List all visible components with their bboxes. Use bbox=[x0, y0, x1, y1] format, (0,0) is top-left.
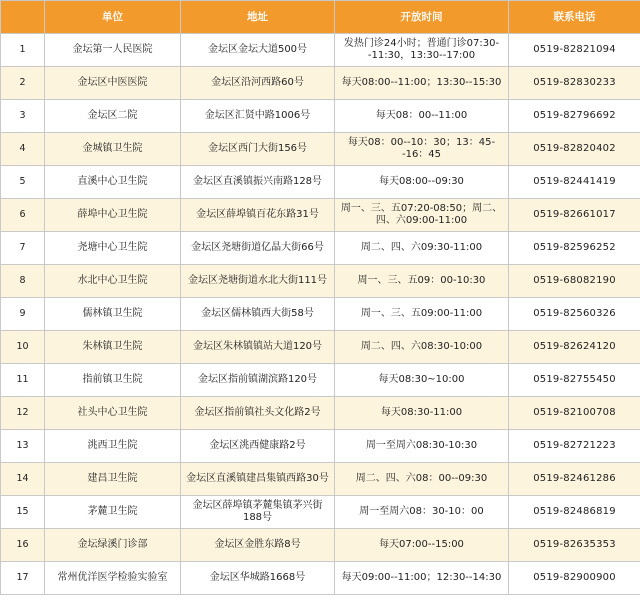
phone-number: 0519-82461286 bbox=[509, 463, 640, 496]
header-phone: 联系电话 bbox=[509, 1, 640, 34]
table-row bbox=[1, 265, 640, 298]
unit-address: 金坛区薛埠镇百花东路31号 bbox=[181, 199, 335, 232]
row-index: 3 bbox=[1, 100, 45, 133]
phone-number: 0519-82661017 bbox=[509, 199, 640, 232]
unit-address: 金坛区华城路1668号 bbox=[181, 562, 335, 595]
phone-number: 0519-82560326 bbox=[509, 298, 640, 331]
open-hours: 每天08:00--11:00；13:30--15:30 bbox=[335, 67, 509, 100]
unit-address: 金坛区金坛大道500号 bbox=[181, 34, 335, 67]
open-hours: 周一至周六08:30-10:30 bbox=[335, 430, 509, 463]
unit-name: 建昌卫生院 bbox=[45, 463, 181, 496]
unit-address: 金坛区尧塘街道水北大街111号 bbox=[181, 265, 335, 298]
row-index: 9 bbox=[1, 298, 45, 331]
row-index: 5 bbox=[1, 166, 45, 199]
row-index: 12 bbox=[1, 397, 45, 430]
phone-number: 0519-82755450 bbox=[509, 364, 640, 397]
header-index bbox=[1, 1, 45, 34]
open-hours: 每天08:30~10:00 bbox=[335, 364, 509, 397]
unit-address: 金坛区沿河西路60号 bbox=[181, 67, 335, 100]
header-address: 地址 bbox=[181, 1, 335, 34]
table-row bbox=[1, 199, 640, 232]
table-row bbox=[1, 364, 640, 397]
open-hours: 周一、三、五09：00-10:30 bbox=[335, 265, 509, 298]
phone-number: 0519-82830233 bbox=[509, 67, 640, 100]
row-index: 11 bbox=[1, 364, 45, 397]
unit-name: 朱林镇卫生院 bbox=[45, 331, 181, 364]
unit-name: 直溪中心卫生院 bbox=[45, 166, 181, 199]
row-index: 14 bbox=[1, 463, 45, 496]
row-index: 6 bbox=[1, 199, 45, 232]
table-body bbox=[1, 34, 640, 595]
table-row bbox=[1, 166, 640, 199]
unit-address: 金坛区金胜东路8号 bbox=[181, 529, 335, 562]
table-row bbox=[1, 34, 640, 67]
table-row bbox=[1, 133, 640, 166]
table-row bbox=[1, 331, 640, 364]
phone-number: 0519-82596252 bbox=[509, 232, 640, 265]
open-hours: 每天08:30-11:00 bbox=[335, 397, 509, 430]
unit-name: 尧塘中心卫生院 bbox=[45, 232, 181, 265]
unit-name: 茅麓卫生院 bbox=[45, 496, 181, 529]
unit-address: 金坛区汇贤中路1006号 bbox=[181, 100, 335, 133]
unit-name: 社头中心卫生院 bbox=[45, 397, 181, 430]
row-index: 7 bbox=[1, 232, 45, 265]
unit-address: 金坛区薛埠镇茅麓集镇茅兴街188号 bbox=[181, 496, 335, 529]
open-hours: 周二、四、六08：00--09:30 bbox=[335, 463, 509, 496]
table-row bbox=[1, 430, 640, 463]
unit-name: 薛埠中心卫生院 bbox=[45, 199, 181, 232]
open-hours: 周一、三、五09:00-11:00 bbox=[335, 298, 509, 331]
open-hours: 每天08:00--09:30 bbox=[335, 166, 509, 199]
phone-number: 0519-82624120 bbox=[509, 331, 640, 364]
unit-address: 金坛区洮西健康路2号 bbox=[181, 430, 335, 463]
table-row bbox=[1, 529, 640, 562]
header-unit: 单位 bbox=[45, 1, 181, 34]
unit-address: 金坛区尧塘街道亿晶大街66号 bbox=[181, 232, 335, 265]
table-row bbox=[1, 67, 640, 100]
phone-number: 0519-82635353 bbox=[509, 529, 640, 562]
table-row bbox=[1, 397, 640, 430]
open-hours: 周一至周六08：30-10：00 bbox=[335, 496, 509, 529]
unit-name: 常州优洋医学检验实验室 bbox=[45, 562, 181, 595]
unit-address: 金坛区儒林镇西大街58号 bbox=[181, 298, 335, 331]
table-row bbox=[1, 496, 640, 529]
row-index: 2 bbox=[1, 67, 45, 100]
row-index: 13 bbox=[1, 430, 45, 463]
open-hours: 每天08：00--11:00 bbox=[335, 100, 509, 133]
unit-name: 指前镇卫生院 bbox=[45, 364, 181, 397]
open-hours: 每天07:00--15:00 bbox=[335, 529, 509, 562]
open-hours: 每天09:00--11:00；12:30--14:30 bbox=[335, 562, 509, 595]
phone-number: 0519-82900900 bbox=[509, 562, 640, 595]
unit-name: 水北中心卫生院 bbox=[45, 265, 181, 298]
open-hours: 周二、四、六08:30-10:00 bbox=[335, 331, 509, 364]
unit-name: 金坛绿溪门诊部 bbox=[45, 529, 181, 562]
row-index: 16 bbox=[1, 529, 45, 562]
open-hours: 发热门诊24小时；普通门诊07:30--11:30，13:30--17:00 bbox=[335, 34, 509, 67]
row-index: 1 bbox=[1, 34, 45, 67]
unit-address: 金坛区直溪镇振兴南路128号 bbox=[181, 166, 335, 199]
unit-name: 儒林镇卫生院 bbox=[45, 298, 181, 331]
table-row bbox=[1, 562, 640, 595]
row-index: 10 bbox=[1, 331, 45, 364]
unit-name: 金坛第一人民医院 bbox=[45, 34, 181, 67]
unit-address: 金坛区指前镇湖滨路120号 bbox=[181, 364, 335, 397]
phone-number: 0519-82486819 bbox=[509, 496, 640, 529]
phone-number: 0519-82100708 bbox=[509, 397, 640, 430]
unit-name: 洮西卫生院 bbox=[45, 430, 181, 463]
phone-number: 0519-82721223 bbox=[509, 430, 640, 463]
phone-number: 0519-82441419 bbox=[509, 166, 640, 199]
open-hours: 周一、三、五07:20-08:50；周二、四、六09:00-11:00 bbox=[335, 199, 509, 232]
phone-number: 0519-82796692 bbox=[509, 100, 640, 133]
unit-address: 金坛区朱林镇镇站大道120号 bbox=[181, 331, 335, 364]
table-header-row bbox=[1, 1, 640, 34]
phone-number: 0519-82821094 bbox=[509, 34, 640, 67]
row-index: 8 bbox=[1, 265, 45, 298]
row-index: 4 bbox=[1, 133, 45, 166]
unit-address: 金坛区西门大街156号 bbox=[181, 133, 335, 166]
unit-name: 金坛区中医医院 bbox=[45, 67, 181, 100]
table-row bbox=[1, 100, 640, 133]
open-hours: 周二、四、六09:30-11:00 bbox=[335, 232, 509, 265]
open-hours: 每天08：00--10：30；13：45--16：45 bbox=[335, 133, 509, 166]
phone-number: 0519-68082190 bbox=[509, 265, 640, 298]
header-hours: 开放时间 bbox=[335, 1, 509, 34]
unit-name: 金坛区二院 bbox=[45, 100, 181, 133]
table-row bbox=[1, 298, 640, 331]
unit-address: 金坛区直溪镇建昌集镇西路30号 bbox=[181, 463, 335, 496]
table-row bbox=[1, 232, 640, 265]
row-index: 15 bbox=[1, 496, 45, 529]
table-row bbox=[1, 463, 640, 496]
unit-name: 金城镇卫生院 bbox=[45, 133, 181, 166]
unit-address: 金坛区指前镇社头文化路2号 bbox=[181, 397, 335, 430]
phone-number: 0519-82820402 bbox=[509, 133, 640, 166]
row-index: 17 bbox=[1, 562, 45, 595]
